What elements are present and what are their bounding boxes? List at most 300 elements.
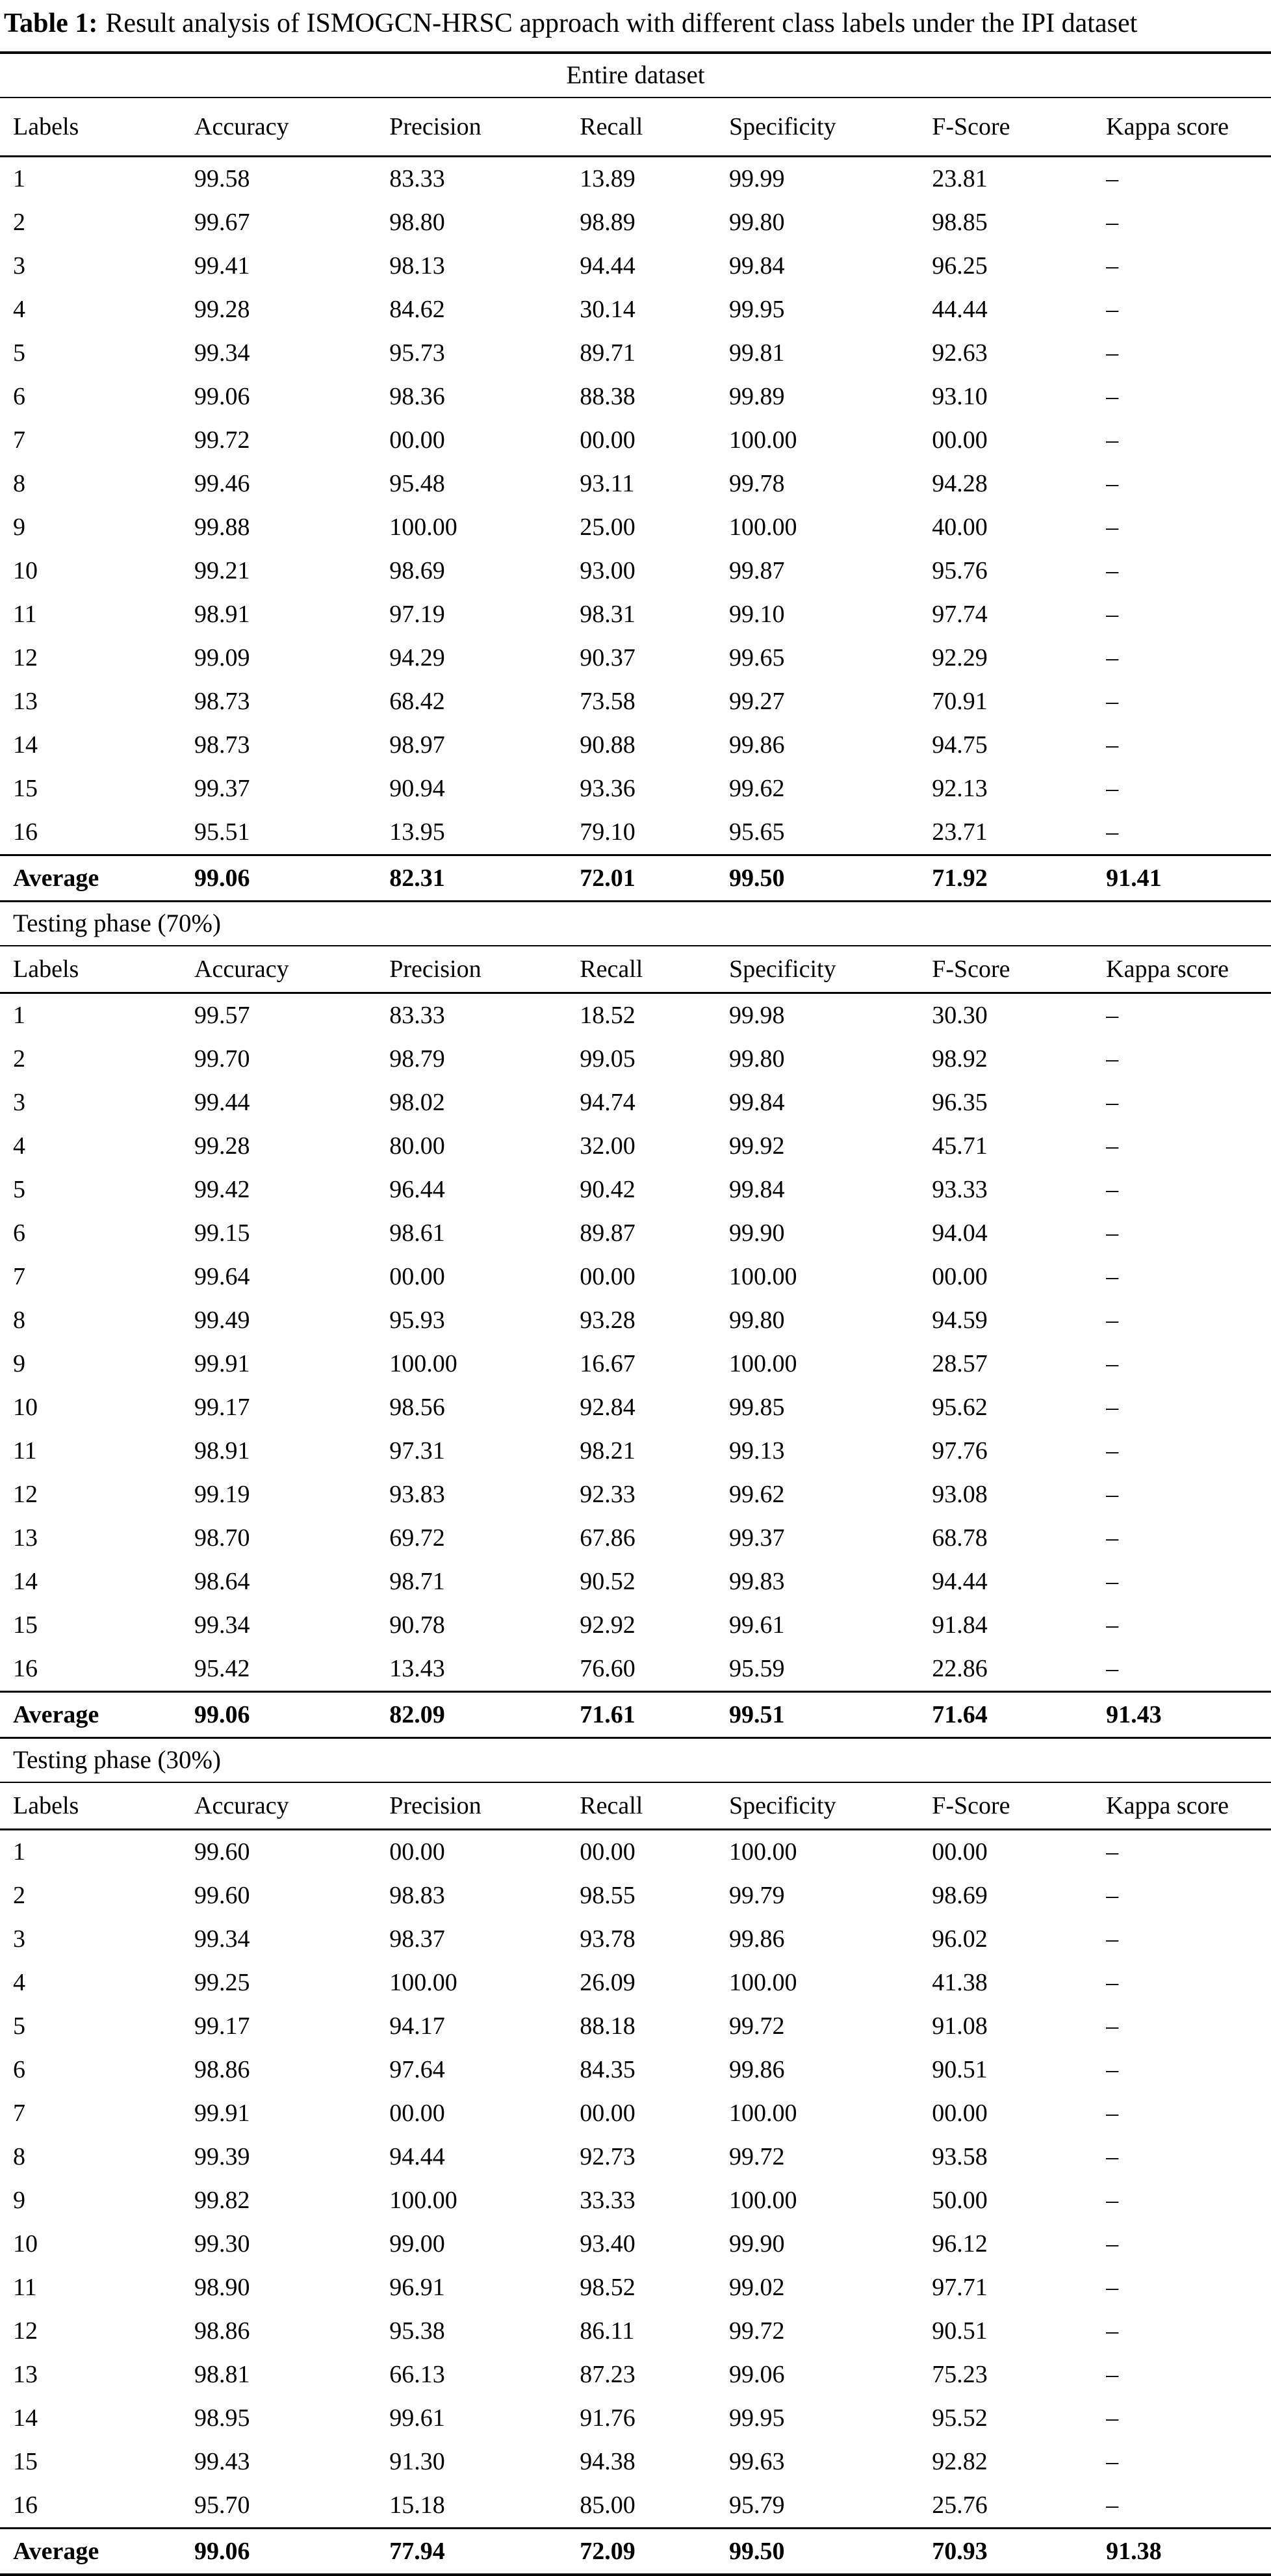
header-row — [0, 1783, 1271, 1828]
kappa-dash: – — [1106, 1925, 1119, 1953]
value-cell: 100.00 — [728, 1263, 797, 1290]
row-label: 1 — [13, 1002, 25, 1029]
value-cell: 91.76 — [580, 2404, 636, 2432]
value-cell: 98.73 — [194, 688, 250, 715]
value-cell: 93.58 — [932, 2143, 988, 2170]
value-cell: 98.86 — [194, 2317, 250, 2345]
table-row — [0, 2179, 1271, 2222]
value-cell: 99.28 — [194, 1132, 250, 1160]
value-cell: 96.02 — [932, 1925, 988, 1953]
kappa-dash: – — [1106, 2187, 1119, 2214]
kappa-dash: – — [1106, 1882, 1119, 1909]
value-cell: 99.99 — [728, 165, 785, 192]
value-cell: 91.84 — [932, 1611, 988, 1639]
value-cell: 18.52 — [580, 1002, 636, 1029]
value-cell: 99.78 — [728, 470, 785, 497]
value-cell: 99.81 — [728, 339, 785, 367]
value-cell: 99.09 — [194, 644, 250, 671]
value-cell: 99.21 — [194, 557, 250, 584]
row-label: 10 — [13, 557, 38, 584]
kappa-dash: – — [1106, 1524, 1119, 1552]
kappa-dash: – — [1106, 557, 1119, 584]
table-row — [0, 2440, 1271, 2484]
value-cell: 96.91 — [389, 2274, 445, 2301]
table-row — [0, 1125, 1271, 1168]
value-cell: 83.33 — [389, 1002, 445, 1029]
value-cell: 45.71 — [932, 1132, 988, 1160]
value-cell: 99.27 — [728, 688, 785, 715]
kappa-dash: – — [1106, 775, 1119, 802]
table-caption-text: Result analysis of ISMOGCN-HRSC approach with different class labels under the IPI dataset — [105, 8, 1138, 38]
value-cell: 96.12 — [932, 2230, 988, 2257]
kappa-dash: – — [1106, 1838, 1119, 1866]
table-row — [0, 1560, 1271, 1604]
kappa-dash: – — [1106, 383, 1119, 410]
value-cell: 99.64 — [194, 1263, 250, 1290]
value-cell: 93.40 — [580, 2230, 636, 2257]
value-cell: 99.28 — [194, 296, 250, 323]
value-cell: 99.30 — [194, 2230, 250, 2257]
kappa-dash: – — [1106, 688, 1119, 715]
row-label: 14 — [13, 731, 38, 759]
header-row — [0, 946, 1271, 992]
kappa-dash: – — [1106, 2404, 1119, 2432]
kappa-dash: – — [1106, 731, 1119, 759]
value-cell: 99.80 — [728, 209, 785, 236]
value-cell: 99.91 — [194, 1350, 250, 1377]
value-cell: 94.44 — [389, 2143, 445, 2170]
table-row — [0, 636, 1271, 680]
table-row — [0, 680, 1271, 723]
value-cell: 93.28 — [580, 1307, 636, 1334]
value-cell: 92.84 — [580, 1394, 636, 1421]
value-cell: 98.02 — [389, 1089, 445, 1116]
table-row — [0, 1342, 1271, 1386]
value-cell: 41.38 — [932, 1969, 988, 1996]
value-cell: 93.10 — [932, 383, 988, 410]
value-cell: 99.70 — [194, 1045, 250, 1073]
value-cell: 93.33 — [932, 1176, 988, 1203]
value-cell: 97.71 — [932, 2274, 988, 2301]
kappa-dash: – — [1106, 1132, 1119, 1160]
kappa-dash: – — [1106, 1481, 1119, 1508]
kappa-dash: – — [1106, 2448, 1119, 2475]
value-cell: 99.44 — [194, 1089, 250, 1116]
table-row — [0, 506, 1271, 549]
row-label: 15 — [13, 2448, 38, 2475]
column-header: Recall — [580, 955, 643, 983]
value-cell: 99.02 — [728, 2274, 785, 2301]
value-cell: 98.91 — [194, 1437, 250, 1464]
column-header: Labels — [13, 112, 79, 140]
kappa-dash: – — [1106, 1350, 1119, 1377]
header-row — [0, 98, 1271, 155]
value-cell: 00.00 — [389, 1263, 445, 1290]
value-cell: 97.19 — [389, 601, 445, 628]
value-cell: 99.79 — [728, 1882, 785, 1909]
table-row — [0, 2484, 1271, 2527]
kappa-dash: – — [1106, 2491, 1119, 2519]
value-cell: 25.00 — [580, 514, 636, 541]
kappa-dash: – — [1106, 1568, 1119, 1595]
value-cell: 94.04 — [932, 1219, 988, 1247]
value-cell: 90.51 — [932, 2317, 988, 2345]
kappa-dash: – — [1106, 1655, 1119, 1682]
value-cell: 99.84 — [728, 252, 785, 280]
kappa-dash: – — [1106, 2056, 1119, 2083]
value-cell: 99.06 — [728, 2361, 785, 2388]
value-cell: 95.93 — [389, 1307, 445, 1334]
table-row — [0, 1212, 1271, 1255]
value-cell: 97.76 — [932, 1437, 988, 1464]
value-cell: 98.52 — [580, 2274, 636, 2301]
value-cell: 80.00 — [389, 1132, 445, 1160]
value-cell: 92.13 — [932, 775, 988, 802]
column-header: Recall — [580, 112, 643, 140]
value-cell: 98.79 — [389, 1045, 445, 1073]
kappa-dash: – — [1106, 2317, 1119, 2345]
value-cell: 99.50 — [728, 2537, 785, 2565]
value-cell: 83.33 — [389, 165, 445, 192]
value-cell: 32.00 — [580, 1132, 636, 1160]
average-row — [0, 1693, 1271, 1737]
column-header: Recall — [580, 1791, 643, 1819]
value-cell: 94.17 — [389, 2012, 445, 2040]
table-row — [0, 811, 1271, 854]
table-row — [0, 2397, 1271, 2440]
value-cell: 95.70 — [194, 2491, 250, 2519]
value-cell: 98.69 — [932, 1882, 988, 1909]
value-cell: 99.86 — [728, 2056, 785, 2083]
column-header: Specificity — [728, 955, 836, 983]
value-cell: 99.85 — [728, 1394, 785, 1421]
value-cell: 00.00 — [389, 426, 445, 454]
row-label: 12 — [13, 2317, 38, 2345]
value-cell: 90.78 — [389, 1611, 445, 1639]
value-cell: 75.23 — [932, 2361, 988, 2388]
value-cell: 99.25 — [194, 1969, 250, 1996]
row-label: 4 — [13, 1969, 25, 1996]
value-cell: 68.78 — [932, 1524, 988, 1552]
value-cell: 99.17 — [194, 1394, 250, 1421]
value-cell: 99.89 — [728, 383, 785, 410]
row-label: 4 — [13, 296, 25, 323]
value-cell: 99.34 — [194, 1925, 250, 1953]
value-cell: 13.95 — [389, 818, 445, 846]
value-cell: 99.60 — [194, 1882, 250, 1909]
value-cell: 100.00 — [728, 2100, 797, 2127]
value-cell: 93.08 — [932, 1481, 988, 1508]
kappa-dash: – — [1106, 1219, 1119, 1247]
value-cell: 92.92 — [580, 1611, 636, 1639]
value-cell: 100.00 — [389, 1350, 457, 1377]
row-label: 9 — [13, 514, 25, 541]
value-cell: 95.76 — [932, 557, 988, 584]
kappa-dash: – — [1106, 1002, 1119, 1029]
value-cell: 98.80 — [389, 209, 445, 236]
table-row — [0, 549, 1271, 593]
kappa-dash: – — [1106, 2274, 1119, 2301]
value-cell: 98.37 — [389, 1925, 445, 1953]
row-label: 2 — [13, 209, 25, 236]
value-cell: 99.60 — [194, 1838, 250, 1866]
value-cell: 100.00 — [389, 2187, 457, 2214]
value-cell: 85.00 — [580, 2491, 636, 2519]
value-cell: 99.05 — [580, 1045, 636, 1073]
table-row — [0, 1168, 1271, 1212]
value-cell: 98.55 — [580, 1882, 636, 1909]
value-cell: 94.44 — [580, 252, 636, 280]
value-cell: 00.00 — [580, 426, 636, 454]
column-header: Precision — [389, 112, 481, 140]
value-cell: 94.28 — [932, 470, 988, 497]
value-cell: 98.64 — [194, 1568, 250, 1595]
row-label: 7 — [13, 426, 25, 454]
value-cell: 91.30 — [389, 2448, 445, 2475]
value-cell: 82.31 — [389, 864, 445, 892]
row-label: 12 — [13, 644, 38, 671]
value-cell: 99.67 — [194, 209, 250, 236]
row-label: 8 — [13, 470, 25, 497]
value-cell: 72.01 — [580, 864, 636, 892]
value-cell: 94.59 — [932, 1307, 988, 1334]
value-cell: 98.83 — [389, 1882, 445, 1909]
value-cell: 93.11 — [580, 470, 635, 497]
kappa-dash: – — [1106, 1089, 1119, 1116]
value-cell: 99.42 — [194, 1176, 250, 1203]
value-cell: 99.00 — [389, 2230, 445, 2257]
row-label: 14 — [13, 1568, 38, 1595]
row-label: Average — [13, 1700, 99, 1728]
table-row — [0, 1874, 1271, 1918]
value-cell: 98.13 — [389, 252, 445, 280]
row-label: 11 — [13, 1437, 37, 1464]
kappa-dash: – — [1106, 296, 1119, 323]
value-cell: 97.64 — [389, 2056, 445, 2083]
row-label: 6 — [13, 383, 25, 410]
row-label: 16 — [13, 818, 38, 846]
value-cell: 99.10 — [728, 601, 785, 628]
value-cell: 100.00 — [728, 1969, 797, 1996]
value-cell: 99.06 — [194, 2537, 250, 2565]
value-cell: 30.30 — [932, 1002, 988, 1029]
row-label: 3 — [13, 252, 25, 280]
value-cell: 99.61 — [389, 2404, 445, 2432]
value-cell: 88.38 — [580, 383, 636, 410]
table-row — [0, 419, 1271, 462]
value-cell: 99.46 — [194, 470, 250, 497]
value-cell: 71.92 — [932, 864, 988, 892]
table-row — [0, 2135, 1271, 2179]
value-cell: 99.06 — [194, 1700, 250, 1728]
average-row — [0, 856, 1271, 900]
value-cell: 97.74 — [932, 601, 988, 628]
row-label: 4 — [13, 1132, 25, 1160]
kappa-dash: – — [1106, 252, 1119, 280]
value-cell: 99.51 — [728, 1700, 785, 1728]
value-cell: 99.61 — [728, 1611, 785, 1639]
value-cell: 93.00 — [580, 557, 636, 584]
value-cell: 00.00 — [580, 1838, 636, 1866]
value-cell: 23.71 — [932, 818, 988, 846]
kappa-dash: – — [1106, 1437, 1119, 1464]
value-cell: 90.94 — [389, 775, 445, 802]
kappa-dash: – — [1106, 1611, 1119, 1639]
value-cell: 88.18 — [580, 2012, 636, 2040]
value-cell: 99.87 — [728, 557, 785, 584]
value-cell: 13.43 — [389, 1655, 445, 1682]
row-label: Average — [13, 864, 99, 892]
kappa-dash: – — [1106, 644, 1119, 671]
value-cell: 86.11 — [580, 2317, 635, 2345]
value-cell: 73.58 — [580, 688, 636, 715]
value-cell: 99.13 — [728, 1437, 785, 1464]
table-row — [0, 1604, 1271, 1647]
table-row — [0, 767, 1271, 811]
value-cell: 00.00 — [932, 426, 988, 454]
value-cell: 100.00 — [389, 1969, 457, 1996]
value-cell: 92.29 — [932, 644, 988, 671]
value-cell: 99.19 — [194, 1481, 250, 1508]
value-cell: 95.51 — [194, 818, 250, 846]
kappa-dash: – — [1106, 2230, 1119, 2257]
table-row — [0, 2005, 1271, 2048]
kappa-dash: – — [1106, 1394, 1119, 1421]
value-cell: 69.72 — [389, 1524, 445, 1552]
row-label: 8 — [13, 2143, 25, 2170]
table-row — [0, 723, 1271, 767]
table-row — [0, 2353, 1271, 2397]
value-cell: 99.50 — [728, 864, 785, 892]
value-cell: 25.76 — [932, 2491, 988, 2519]
value-cell: 99.80 — [728, 1045, 785, 1073]
row-label: 16 — [13, 2491, 38, 2519]
column-header: Labels — [13, 955, 79, 983]
value-cell: 96.25 — [932, 252, 988, 280]
kappa-dash: – — [1106, 1045, 1119, 1073]
value-cell: 90.37 — [580, 644, 636, 671]
column-header: Specificity — [728, 1791, 836, 1819]
value-cell: 84.62 — [389, 296, 445, 323]
table-row — [0, 2092, 1271, 2135]
column-header: F-Score — [932, 1791, 1010, 1819]
value-cell: 00.00 — [932, 2100, 988, 2127]
value-cell: 89.71 — [580, 339, 636, 367]
value-cell: 92.33 — [580, 1481, 636, 1508]
value-cell: 99.49 — [194, 1307, 250, 1334]
row-label: 13 — [13, 2361, 38, 2388]
row-label: 16 — [13, 1655, 38, 1682]
kappa-dash: – — [1106, 426, 1119, 454]
value-cell: 96.44 — [389, 1176, 445, 1203]
value-cell: 99.17 — [194, 2012, 250, 2040]
table-row — [0, 2266, 1271, 2309]
kappa-dash: – — [1106, 339, 1119, 367]
value-cell: 94.29 — [389, 644, 445, 671]
table-row — [0, 1299, 1271, 1342]
row-label: 7 — [13, 2100, 25, 2127]
average-row — [0, 2529, 1271, 2573]
value-cell: 98.85 — [932, 209, 988, 236]
value-cell: 99.84 — [728, 1089, 785, 1116]
row-label: 6 — [13, 2056, 25, 2083]
value-cell: 82.09 — [389, 1700, 445, 1728]
value-cell: 99.72 — [728, 2143, 785, 2170]
value-cell: 98.71 — [389, 1568, 445, 1595]
value-cell: 99.37 — [728, 1524, 785, 1552]
value-cell: 98.90 — [194, 2274, 250, 2301]
value-cell: 99.41 — [194, 252, 250, 280]
value-cell: 50.00 — [932, 2187, 988, 2214]
value-cell: 95.79 — [728, 2491, 785, 2519]
value-cell: 99.34 — [194, 339, 250, 367]
value-cell: 98.95 — [194, 2404, 250, 2432]
value-cell: 92.63 — [932, 339, 988, 367]
table-row — [0, 462, 1271, 506]
value-cell: 100.00 — [728, 514, 797, 541]
row-label: 13 — [13, 1524, 38, 1552]
value-cell: 13.89 — [580, 165, 636, 192]
table-caption — [0, 5, 1271, 51]
value-cell: 76.60 — [580, 1655, 636, 1682]
column-header: F-Score — [932, 955, 1010, 983]
table-row — [0, 244, 1271, 288]
value-cell: 99.98 — [728, 1002, 785, 1029]
row-label: 2 — [13, 1045, 25, 1073]
value-cell: 94.75 — [932, 731, 988, 759]
value-cell: 99.37 — [194, 775, 250, 802]
row-label: 15 — [13, 1611, 38, 1639]
table-row — [0, 1037, 1271, 1081]
section-heading: Entire dataset — [566, 61, 705, 89]
table-row — [0, 157, 1271, 201]
value-cell: 91.41 — [1106, 864, 1162, 892]
value-cell: 98.36 — [389, 383, 445, 410]
value-cell: 00.00 — [389, 2100, 445, 2127]
value-cell: 94.44 — [932, 1568, 988, 1595]
value-cell: 92.82 — [932, 2448, 988, 2475]
table-row — [0, 1081, 1271, 1125]
kappa-dash: – — [1106, 2143, 1119, 2170]
table-row — [0, 1961, 1271, 2005]
value-cell: 90.42 — [580, 1176, 636, 1203]
value-cell: 99.65 — [728, 644, 785, 671]
value-cell: 68.42 — [389, 688, 445, 715]
table-row — [0, 2048, 1271, 2092]
value-cell: 79.10 — [580, 818, 636, 846]
row-label: 13 — [13, 688, 38, 715]
column-header: F-Score — [932, 112, 1010, 140]
section-heading: Testing phase (70%) — [13, 909, 222, 937]
value-cell: 99.95 — [728, 2404, 785, 2432]
kappa-dash: – — [1106, 818, 1119, 846]
row-label: 15 — [13, 775, 38, 802]
value-cell: 16.67 — [580, 1350, 636, 1377]
value-cell: 99.34 — [194, 1611, 250, 1639]
value-cell: 99.92 — [728, 1132, 785, 1160]
value-cell: 95.62 — [932, 1394, 988, 1421]
table-row — [0, 1647, 1271, 1691]
row-label: 5 — [13, 1176, 25, 1203]
value-cell: 91.38 — [1106, 2537, 1162, 2565]
value-cell: 93.83 — [389, 1481, 445, 1508]
kappa-dash: – — [1106, 1263, 1119, 1290]
table-row — [0, 593, 1271, 636]
value-cell: 99.88 — [194, 514, 250, 541]
value-cell: 33.33 — [580, 2187, 636, 2214]
table-row — [0, 288, 1271, 332]
kappa-dash: – — [1106, 514, 1119, 541]
